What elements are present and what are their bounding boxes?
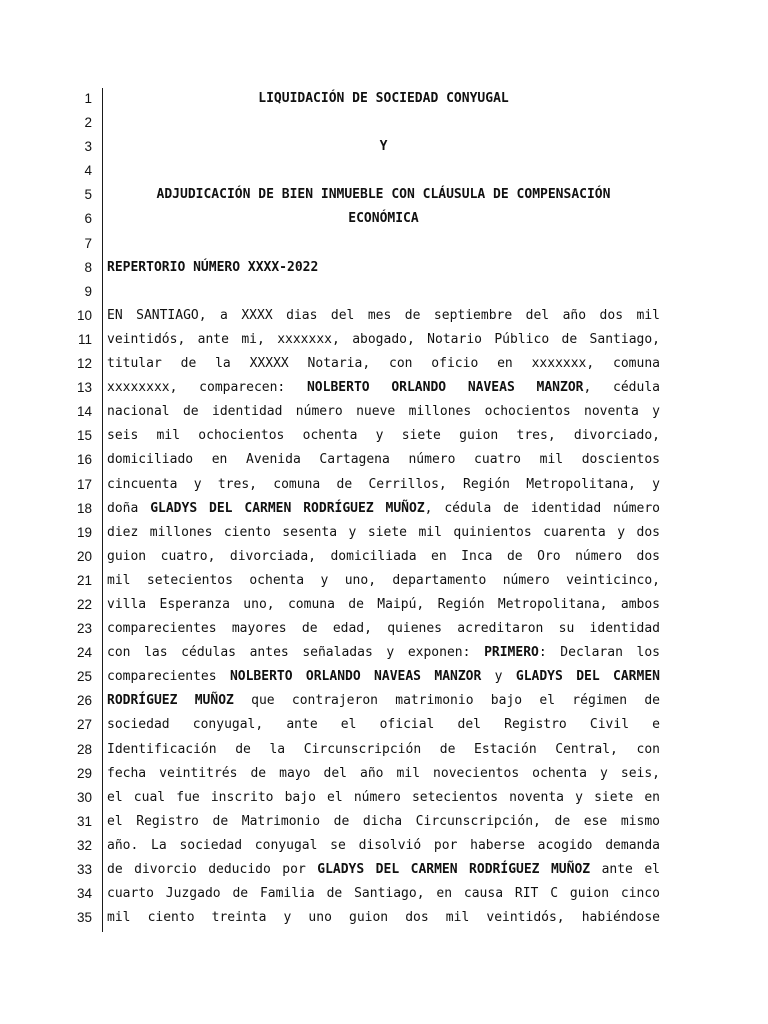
line-text bbox=[107, 400, 660, 424]
text-run: : Declaran los bbox=[538, 645, 660, 661]
line-number: 30 bbox=[76, 789, 92, 805]
document-line bbox=[0, 786, 768, 810]
line-number: 18 bbox=[76, 500, 92, 516]
line-text bbox=[107, 328, 660, 352]
line-number: 1 bbox=[84, 91, 92, 106]
text-run: doña bbox=[107, 500, 151, 516]
line-number: 19 bbox=[76, 524, 92, 540]
document-line bbox=[0, 882, 768, 906]
text-run: cuarto Juzgado de Familia de Santiago, en causa RIT C guion cinco bbox=[107, 886, 660, 902]
line-number: 35 bbox=[76, 910, 92, 926]
text-run: Identificación de la Circunscripción de Estación Central, con bbox=[107, 741, 660, 757]
text-run: diez millones ciento sesenta y siete mil quinientos cuarenta y dos bbox=[107, 524, 660, 540]
line-text bbox=[107, 207, 660, 231]
line-text bbox=[107, 304, 660, 328]
line-number: 10 bbox=[76, 307, 92, 323]
document-line bbox=[0, 376, 768, 400]
document-line bbox=[0, 135, 768, 159]
line-number: 20 bbox=[76, 548, 92, 564]
document-line bbox=[0, 304, 768, 328]
text-run: cincuenta y tres, comuna de Cerrillos, Región Metropolitana, y bbox=[107, 476, 660, 492]
line-text bbox=[107, 906, 660, 930]
line-text bbox=[107, 882, 660, 906]
line-number: 31 bbox=[76, 813, 92, 829]
line-number: 13 bbox=[76, 380, 92, 396]
line-text bbox=[107, 569, 660, 593]
document-line bbox=[0, 713, 768, 737]
line-text bbox=[107, 87, 660, 111]
line-number: 16 bbox=[76, 452, 92, 468]
text-run: sociedad conyugal, ante el oficial del Registro Civil e bbox=[107, 717, 660, 733]
line-number: 26 bbox=[76, 693, 92, 709]
document-line bbox=[0, 111, 768, 135]
text-run: mil setecientos ochenta y uno, departamento número veinticinco, bbox=[107, 572, 660, 588]
document-line bbox=[0, 545, 768, 569]
document-line bbox=[0, 87, 768, 111]
line-number: 22 bbox=[76, 596, 92, 612]
text-run: comparecientes mayores de edad, quienes acreditaron su identidad bbox=[107, 621, 660, 637]
bold-text: PRIMERO bbox=[484, 645, 539, 661]
line-number: 17 bbox=[76, 476, 92, 492]
document-line bbox=[0, 207, 768, 231]
line-number: 6 bbox=[84, 211, 92, 227]
bold-text: ADJUDICACIÓN DE BIEN INMUEBLE CON CLÁUSULA DE COMPENSACIÓN bbox=[156, 187, 611, 203]
text-run: xxxxxxxx, comparecen: bbox=[107, 380, 307, 396]
line-text bbox=[107, 834, 660, 858]
text-run: y bbox=[481, 669, 516, 685]
line-number: 11 bbox=[77, 331, 92, 347]
text-run: villa Esperanza uno, comuna de Maipú, Región Metropolitana, ambos bbox=[107, 596, 660, 612]
text-run: con las cédulas antes señaladas y exponen: bbox=[107, 645, 485, 661]
bold-text: LIQUIDACIÓN DE SOCIEDAD CONYUGAL bbox=[258, 91, 509, 106]
line-number: 33 bbox=[76, 862, 92, 877]
text-run: comparecientes bbox=[107, 669, 230, 685]
line-text bbox=[107, 473, 660, 497]
line-number: 29 bbox=[76, 765, 92, 781]
line-number: 2 bbox=[84, 115, 92, 131]
line-number: 24 bbox=[76, 645, 92, 661]
document-body bbox=[0, 87, 768, 930]
line-number: 23 bbox=[76, 621, 92, 637]
text-run: titular de la XXXXX Notaria, con oficio en xxxxxxx, comuna bbox=[107, 356, 660, 372]
document-line bbox=[0, 400, 768, 424]
bold-text: RODRÍGUEZ MUÑOZ bbox=[107, 693, 234, 709]
line-number: 5 bbox=[84, 187, 92, 203]
document-line bbox=[0, 834, 768, 858]
bold-text: Y bbox=[379, 139, 388, 155]
document-line bbox=[0, 352, 768, 376]
line-number: 14 bbox=[76, 404, 92, 420]
text-run: de divorcio deducido por bbox=[107, 862, 318, 877]
document-line bbox=[0, 665, 768, 689]
document-line bbox=[0, 810, 768, 834]
text-run: el Registro de Matrimonio de dicha Circunscripción, de ese mismo bbox=[107, 813, 660, 829]
line-text bbox=[107, 858, 660, 882]
line-number: 7 bbox=[84, 235, 92, 251]
line-text bbox=[107, 448, 660, 472]
document-line bbox=[0, 328, 768, 352]
document-line bbox=[0, 858, 768, 882]
document-line bbox=[0, 232, 768, 256]
line-text bbox=[107, 545, 660, 569]
document-line bbox=[0, 641, 768, 665]
text-run: nacional de identidad número nueve millones ochocientos noventa y bbox=[107, 404, 660, 420]
document-line bbox=[0, 593, 768, 617]
text-run: año. La sociedad conyugal se disolvió por haberse acogido demanda bbox=[107, 837, 660, 853]
bold-text: NOLBERTO ORLANDO NAVEAS MANZOR bbox=[229, 669, 482, 685]
line-text bbox=[107, 497, 660, 521]
line-number: 3 bbox=[84, 139, 92, 155]
document-line bbox=[0, 473, 768, 497]
line-text bbox=[107, 424, 660, 448]
line-text bbox=[107, 593, 660, 617]
line-text bbox=[107, 738, 660, 762]
line-text bbox=[107, 713, 660, 737]
document-line bbox=[0, 497, 768, 521]
line-text bbox=[107, 521, 660, 545]
document-line bbox=[0, 617, 768, 641]
text-run: que contrajeron matrimonio bajo el régimen de bbox=[233, 693, 660, 709]
text-run: EN SANTIAGO, a XXXX dias del mes de septiembre del año dos mil bbox=[107, 307, 660, 323]
bold-text: GLADYS DEL CARMEN bbox=[515, 669, 660, 685]
text-run: veintidós, ante mi, xxxxxxx, abogado, Notario Público de Santiago, bbox=[107, 331, 660, 347]
line-number: 15 bbox=[76, 428, 92, 444]
line-number: 32 bbox=[76, 837, 92, 853]
bold-text: REPERTORIO NÚMERO XXXX-2022 bbox=[107, 259, 319, 275]
text-run: fecha veintitrés de mayo del año mil novecientos ochenta y seis, bbox=[107, 765, 660, 781]
line-number: 9 bbox=[84, 283, 92, 299]
line-number: 27 bbox=[76, 717, 92, 733]
bold-text: GLADYS DEL CARMEN RODRÍGUEZ MUÑOZ bbox=[317, 862, 591, 877]
document-line bbox=[0, 569, 768, 593]
line-number: 12 bbox=[76, 356, 92, 372]
bold-text: NOLBERTO ORLANDO NAVEAS MANZOR bbox=[306, 380, 584, 396]
line-text bbox=[107, 786, 660, 810]
line-text bbox=[107, 665, 660, 689]
document-line bbox=[0, 448, 768, 472]
line-text bbox=[107, 135, 660, 159]
line-number: 4 bbox=[84, 163, 92, 179]
document-line bbox=[0, 424, 768, 448]
line-number: 34 bbox=[76, 886, 92, 902]
text-run: mil ciento treinta y uno guion dos mil veintidós, habiéndose bbox=[107, 910, 660, 926]
text-run: guion cuatro, divorciada, domiciliada en Inca de Oro número dos bbox=[107, 548, 660, 564]
line-number: 8 bbox=[84, 259, 92, 275]
text-run: ante el bbox=[590, 862, 660, 877]
text-run: , cédula de identidad número bbox=[424, 500, 660, 516]
line-text bbox=[107, 689, 660, 713]
line-number: 25 bbox=[76, 669, 92, 685]
bold-text: ECONÓMICA bbox=[348, 211, 419, 227]
line-text bbox=[107, 376, 660, 400]
line-text bbox=[107, 762, 660, 786]
line-number: 21 bbox=[76, 572, 92, 588]
document-line bbox=[0, 256, 768, 280]
line-text bbox=[107, 641, 660, 665]
text-run: domiciliado en Avenida Cartagena número cuatro mil doscientos bbox=[107, 452, 660, 468]
line-text bbox=[107, 810, 660, 834]
document-line bbox=[0, 906, 768, 930]
line-text bbox=[107, 256, 660, 280]
line-text bbox=[107, 352, 660, 376]
line-text bbox=[107, 617, 660, 641]
line-number: 28 bbox=[76, 741, 92, 757]
document-line bbox=[0, 159, 768, 183]
text-run: el cual fue inscrito bajo el número setecientos noventa y siete en bbox=[107, 789, 660, 805]
document-line bbox=[0, 183, 768, 207]
bold-text: GLADYS DEL CARMEN RODRÍGUEZ MUÑOZ bbox=[150, 500, 425, 516]
text-run: , cédula bbox=[583, 380, 660, 396]
document-line bbox=[0, 280, 768, 304]
document-line bbox=[0, 762, 768, 786]
document-line bbox=[0, 521, 768, 545]
document-line bbox=[0, 689, 768, 713]
text-run: seis mil ochocientos ochenta y siete guion tres, divorciado, bbox=[107, 428, 660, 444]
line-text bbox=[107, 183, 660, 207]
document-line bbox=[0, 738, 768, 762]
